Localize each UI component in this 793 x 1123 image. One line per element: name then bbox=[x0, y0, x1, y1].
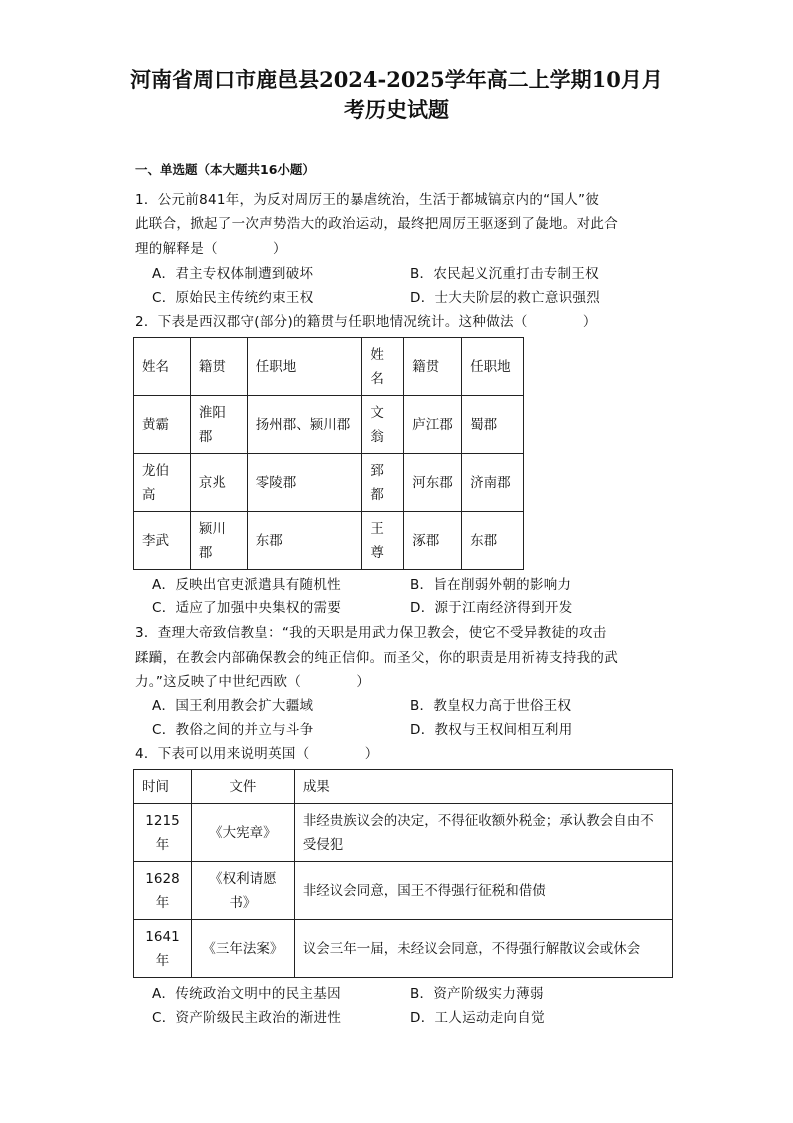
table-header-cell: 姓名 bbox=[134, 338, 191, 396]
table-header-cell: 姓名 bbox=[362, 338, 404, 396]
table-row bbox=[134, 512, 524, 570]
q3-stem-line3: 力。”这反映了中世纪西欧（ ） bbox=[135, 674, 371, 690]
q4-option-a: A．传统政治文明中的民主基因 bbox=[152, 986, 341, 1002]
table-cell: 李武 bbox=[134, 512, 191, 570]
q1-stem-line3: 理的解释是（ ） bbox=[135, 241, 287, 257]
table-cell: 1628年 bbox=[134, 862, 192, 920]
table-row bbox=[134, 804, 673, 862]
table-row bbox=[134, 338, 524, 396]
q4-stem: 4．下表可以用来说明英国（ ） bbox=[135, 746, 379, 762]
table-header-cell: 任职地 bbox=[247, 338, 362, 396]
table-cell: 淮阳郡 bbox=[190, 396, 247, 454]
table-cell: 《权利请愿书》 bbox=[191, 862, 294, 920]
q1-stem-line2: 此联合，掀起了一次声势浩大的政治运动，最终把周厉王驱逐到了彘地。对此合 bbox=[135, 216, 618, 232]
table-cell: 零陵郡 bbox=[247, 454, 362, 512]
table-cell: 郅都 bbox=[362, 454, 404, 512]
table-row bbox=[134, 862, 673, 920]
q2-table bbox=[133, 337, 524, 570]
q3-option-d: D．教权与王权间相互利用 bbox=[410, 722, 573, 738]
q3-option-a: A．国王利用教会扩大疆域 bbox=[152, 698, 314, 714]
table-cell: 非经贵族议会的决定，不得征收额外税金；承认教会自由不受侵犯 bbox=[294, 804, 672, 862]
exam-title-line2: 考历史试题 bbox=[344, 97, 449, 122]
q1-option-c: C．原始民主传统约束王权 bbox=[152, 290, 314, 306]
table-cell: 1641年 bbox=[134, 920, 192, 978]
q1-option-a: A．君主专权体制遭到破坏 bbox=[152, 266, 314, 282]
q2-option-c: C．适应了加强中央集权的需要 bbox=[152, 600, 342, 616]
table-cell: 非经议会同意，国王不得强行征税和借债 bbox=[294, 862, 672, 920]
section-heading: 一、单选题（本大题共16小题） bbox=[135, 162, 315, 177]
exam-title-line1: 河南省周口市鹿邑县2024-2025学年高二上学期10月月 bbox=[130, 67, 663, 92]
q3-option-b: B．教皇权力高于世俗王权 bbox=[410, 698, 572, 714]
table-row bbox=[134, 920, 673, 978]
table-header-cell: 籍贯 bbox=[404, 338, 462, 396]
table-cell: 涿郡 bbox=[404, 512, 462, 570]
table-cell: 颍川郡 bbox=[190, 512, 247, 570]
q1-stem-line1: 1．公元前841年，为反对周厉王的暴虐统治，生活于都城镐京内的“国人”彼 bbox=[135, 192, 600, 208]
q2-stem: 2．下表是西汉郡守(部分)的籍贯与任职地情况统计。这种做法（ ） bbox=[135, 314, 597, 330]
table-cell: 1215年 bbox=[134, 804, 192, 862]
table-row bbox=[134, 396, 524, 454]
q3-option-c: C．教俗之间的并立与斗争 bbox=[152, 722, 314, 738]
q2-option-a: A．反映出官吏派遣具有随机性 bbox=[152, 577, 341, 593]
table-row bbox=[134, 770, 673, 804]
table-cell: 京兆 bbox=[190, 454, 247, 512]
table-cell: 黄霸 bbox=[134, 396, 191, 454]
table-cell: 王尊 bbox=[362, 512, 404, 570]
table-cell: 议会三年一届，未经议会同意，不得强行解散议会或休会 bbox=[294, 920, 672, 978]
table-header-cell: 籍贯 bbox=[190, 338, 247, 396]
table-cell: 龙伯高 bbox=[134, 454, 191, 512]
q4-table bbox=[133, 769, 673, 978]
table-header-cell: 文件 bbox=[191, 770, 294, 804]
q1-option-d: D．士大夫阶层的救亡意识强烈 bbox=[410, 290, 601, 306]
table-cell: 东郡 bbox=[462, 512, 524, 570]
table-cell: 庐江郡 bbox=[404, 396, 462, 454]
table-cell: 文翁 bbox=[362, 396, 404, 454]
table-header-cell: 任职地 bbox=[462, 338, 524, 396]
table-cell: 东郡 bbox=[247, 512, 362, 570]
q3-stem-line2: 蹂躏，在教会内部确保教会的纯正信仰。而圣父，你的职责是用祈祷支持我的武 bbox=[135, 650, 618, 666]
q4-option-c: C．资产阶级民主政治的渐进性 bbox=[152, 1010, 342, 1026]
q1-option-b: B．农民起义沉重打击专制王权 bbox=[410, 266, 599, 282]
table-cell: 蜀郡 bbox=[462, 396, 524, 454]
q3-stem-line1: 3．查理大帝致信教皇：“我的天职是用武力保卫教会，使它不受异教徒的攻击 bbox=[135, 625, 607, 641]
table-cell: 《大宪章》 bbox=[191, 804, 294, 862]
table-cell: 扬州郡、颍川郡 bbox=[247, 396, 362, 454]
table-cell: 济南郡 bbox=[462, 454, 524, 512]
table-row bbox=[134, 454, 524, 512]
q4-option-b: B．资产阶级实力薄弱 bbox=[410, 986, 544, 1002]
table-header-cell: 时间 bbox=[134, 770, 192, 804]
q4-option-d: D．工人运动走向自觉 bbox=[410, 1010, 545, 1026]
table-header-cell: 成果 bbox=[294, 770, 672, 804]
q2-option-b: B．旨在削弱外朝的影响力 bbox=[410, 577, 572, 593]
table-cell: 《三年法案》 bbox=[191, 920, 294, 978]
table-cell: 河东郡 bbox=[404, 454, 462, 512]
q2-option-d: D．源于江南经济得到开发 bbox=[410, 600, 573, 616]
